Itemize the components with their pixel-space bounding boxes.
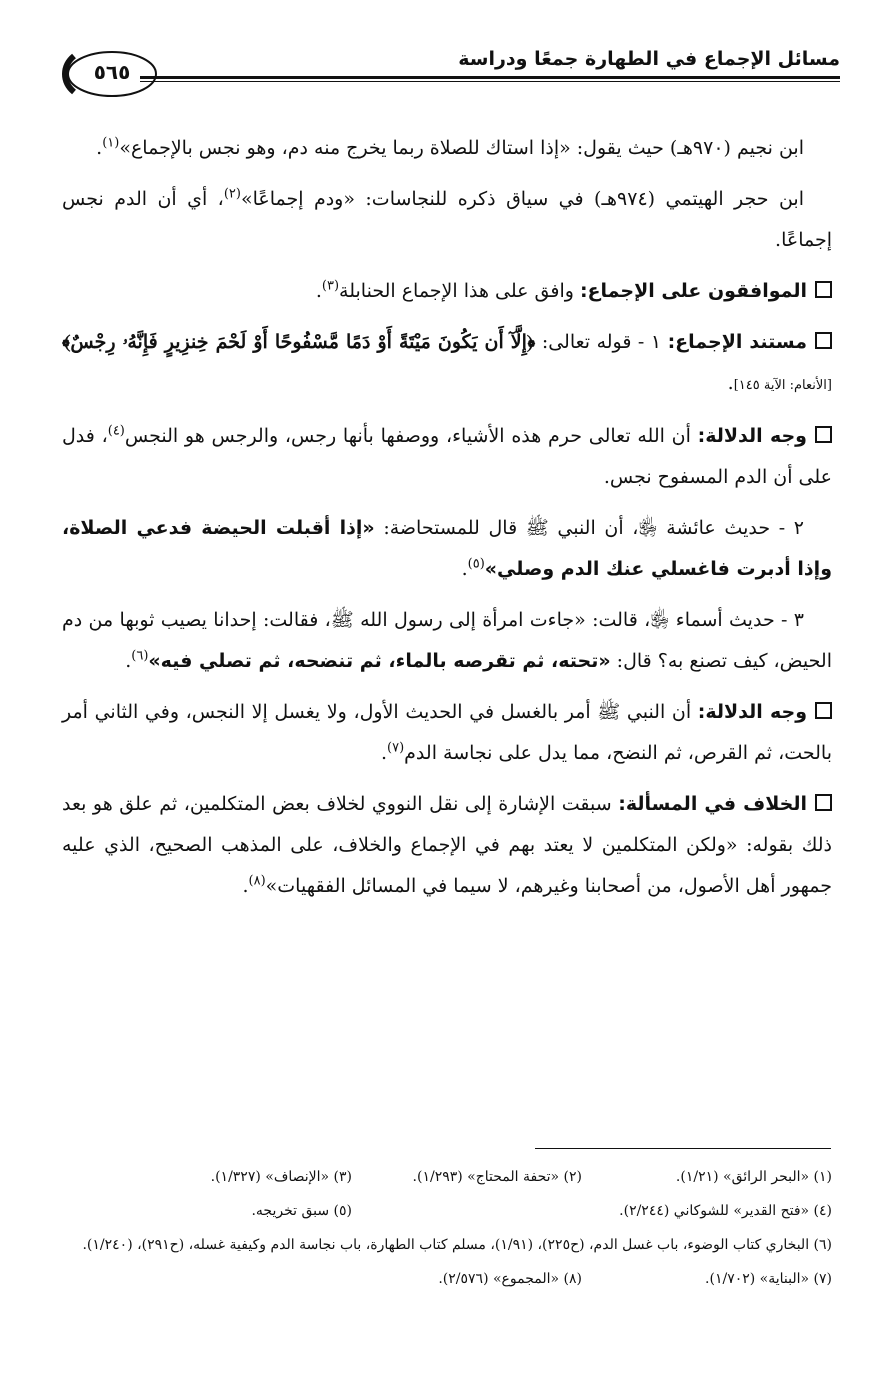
- verse-reference: [الأنعام: الآية ١٤٥]: [733, 378, 832, 393]
- running-title: مسائل الإجماع في الطهارة جمعًا ودراسة: [458, 48, 840, 70]
- paragraph-1-end: .: [96, 137, 103, 159]
- page-header: [60, 40, 840, 110]
- paragraph-5-text-end: ، فدل على أن الدم المسفوح نجس.: [62, 425, 832, 488]
- footnote-row-4: [62, 1262, 832, 1296]
- square-bullet-icon: [815, 426, 832, 443]
- header-rule: [140, 76, 840, 79]
- footnote-ref-8[interactable]: (٨): [248, 873, 266, 889]
- paragraph-6-end: .: [461, 558, 468, 580]
- footnote-5: (٥) سبق تخريجه.: [251, 1203, 352, 1219]
- footnote-row-2: [62, 1194, 832, 1228]
- paragraph-2-text-end: ، أي أن الدم نجس إجماعًا.: [62, 188, 832, 251]
- paragraph-3: [62, 271, 832, 312]
- square-bullet-icon: [815, 794, 832, 811]
- square-bullet-icon: [815, 281, 832, 298]
- footnote-row-1: [62, 1160, 832, 1194]
- paragraph-1: [62, 128, 832, 169]
- paragraph-7: [62, 600, 832, 682]
- paragraph-3-end: .: [315, 280, 322, 302]
- paragraph-1-text: ابن نجيم (٩٧٠هـ) حيث يقول: «إذا استاك للصلاة ربما يخرج منه دم، وهو نجس بالإجماع»: [119, 137, 804, 159]
- footnote-8: (٨) «المجموع» (٢/٥٧٦).: [438, 1271, 582, 1287]
- main-text: [62, 128, 832, 917]
- quran-verse: ﴿إِلَّآ أَن يَكُونَ مَيْتَةً أَوْ دَمًا مَّسْفُوحًا أَوْ لَحْمَ خِنزِيرٍ فَإِنَّهُۥ رِجْسٌ﴾: [62, 331, 536, 353]
- paragraph-7-end: .: [125, 650, 132, 672]
- section-label-evidence: وجه الدلالة:: [697, 425, 807, 447]
- paragraph-8-text: أن النبي ﷺ أمر بالغسل في الحديث الأول، ولا يغسل إلا النجس، وفي الثاني أمر بالحت، ثم القرص، ثم النضح، مما يدل على نجاسة الدم: [62, 701, 832, 764]
- section-label-basis: مستند الإجماع:: [667, 331, 808, 353]
- hadith-quote-2: «تحته، ثم تقرصه بالماء، ثم تنضحه، ثم تصلي فيه»: [148, 650, 611, 672]
- hadith-quote-1: «إذا أقبلت الحيضة فدعي الصلاة، وإذا أدبرت فاغسلي عنك الدم وصلي»: [62, 517, 832, 580]
- footnotes: [62, 1160, 832, 1296]
- paragraph-6: [62, 508, 832, 590]
- footnote-separator: [535, 1148, 831, 1149]
- section-label-evidence-2: وجه الدلالة:: [697, 701, 808, 723]
- footnote-ref-4[interactable]: (٤): [107, 423, 125, 439]
- footnote-ref-3[interactable]: (٣): [321, 278, 340, 294]
- page-number-badge: [60, 46, 160, 102]
- paragraph-7-text: ٣ - حديث أسماء ﵂، قالت: «جاءت امرأة إلى رسول الله ﷺ، فقالت: إحدانا يصيب ثوبها من دم الحيض، كيف تصنع به؟ قال:: [62, 609, 832, 672]
- paragraph-5-text: أن الله تعالى حرم هذه الأشياء، ووصفها بأنها رجس، والرجس هو النجس: [124, 425, 691, 447]
- footnote-ref-5[interactable]: (٥): [467, 556, 485, 572]
- section-label-agreeing: الموافقون على الإجماع:: [579, 280, 807, 302]
- section-label-dispute: الخلاف في المسألة:: [618, 793, 807, 815]
- square-bullet-icon: [815, 702, 832, 719]
- footnote-ref-2[interactable]: (٢): [223, 186, 241, 202]
- paragraph-2-text: ابن حجر الهيتمي (٩٧٤هـ) في سياق ذكره للنجاسات: «ودم إجماعًا»: [240, 188, 804, 210]
- header-rule-thin: [140, 81, 840, 82]
- page-number: ٥٦٥: [93, 60, 131, 84]
- paragraph-2: [62, 179, 832, 261]
- paragraph-3-text: وافق على هذا الإجماع الحنابلة: [339, 280, 574, 302]
- footnote-1: (١) «البحر الرائق» (١/٢١).: [675, 1169, 832, 1185]
- footnote-7: (٧) «البناية» (١/٧٠٢).: [705, 1271, 832, 1287]
- paragraph-6-text: ٢ - حديث عائشة ﵂، أن النبي ﷺ قال للمستحاضة:: [383, 517, 804, 539]
- footnote-3: (٣) «الإنصاف» (١/٣٢٧).: [210, 1169, 352, 1185]
- footnote-4: (٤) «فتح القدير» للشوكاني (٢/٢٤٤).: [619, 1203, 832, 1219]
- paragraph-9-end: .: [242, 875, 249, 897]
- paragraph-8: [62, 692, 832, 774]
- paragraph-4-end: .: [727, 372, 734, 394]
- footnote-ref-7[interactable]: (٧): [387, 740, 405, 756]
- footnote-2: (٢) «تحفة المحتاج» (١/٢٩٣).: [412, 1169, 582, 1185]
- footnote-6: (٦) البخاري كتاب الوضوء، باب غسل الدم، (ح٢٢٥)، (١/٩١)، مسلم كتاب الطهارة، باب نجاسة الدم وكيفية غسله، (ح٢٩١)، (١/٢٤٠).: [82, 1237, 832, 1253]
- square-bullet-icon: [815, 332, 832, 349]
- paragraph-9-text: سبقت الإشارة إلى نقل النووي لخلاف بعض المتكلمين، ثم علق هو بعد ذلك بقوله: «ولكن المتكلمين لا يعتد بهم في الإجماع والخلاف، على المذهب الصحيح، الذي عليه جمهور أهل الأصول، من أصحابنا وغيرهم، لا سيما في المسائل الفقهيات»: [62, 793, 832, 897]
- footnote-ref-6[interactable]: (٦): [131, 648, 149, 664]
- paragraph-5: [62, 416, 832, 498]
- paragraph-4: [62, 322, 832, 406]
- paragraph-8-end: .: [380, 742, 388, 764]
- paragraph-4-text: ١ - قوله تعالى:: [541, 331, 662, 353]
- paragraph-9: [62, 784, 832, 907]
- footnote-ref-1[interactable]: (١): [102, 135, 120, 151]
